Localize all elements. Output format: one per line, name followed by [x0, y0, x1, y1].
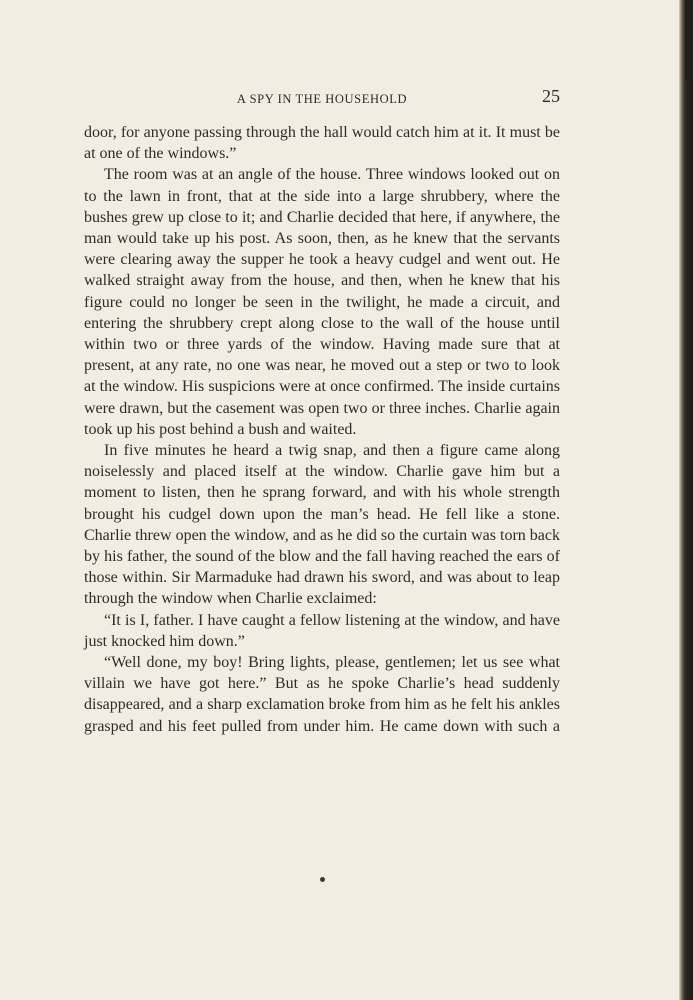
paragraph: “Well done, my boy! Bring lights, please, gentlemen; let us see what villain we have got here.” But as he spoke Charlie’s head suddenly disappeared, and a sharp exclamation broke from him as he felt his ankles grasped and his feet pulled from under him. He came down with such a [84, 654, 560, 735]
page-number: 25 [542, 86, 560, 106]
body-text [84, 122, 560, 737]
paragraph-continuation: door, for anyone passing through the hall would catch him at it. It must be at one of the windows.” [84, 124, 560, 163]
ink-speck [320, 877, 325, 882]
binding-corner-mark [685, 0, 693, 80]
running-head: A SPY IN THE HOUSEHOLD [236, 92, 408, 106]
page-binding-edge [679, 0, 693, 1000]
page-header [84, 86, 560, 110]
paragraph: “It is I, father. I have caught a fellow listening at the window, and have just knocked him down.” [84, 611, 560, 650]
paragraph: The room was at an angle of the house. Three windows looked out on to the lawn in front, that at the side into a large shrubbery, where the bushes grew up close to it; and Charlie decided that here, if anywhere, the man would take up his post. As soon, then, as he knew that the servants were clearing away the supper he took a heavy cudgel and went out. He walked straight away from the house, and then, when he knew that his figure could no longer be seen in the twilight, he made a circuit, and entering the shrubbery crept along close to the wall of the house until within two or three yards of the window. Having made sure that at present, at any rate, no one was near, he moved out a step or two to look at the window. His suspicions were at once confirmed. The inside curtains were drawn, but the casement was open two or three inches. Charlie again took up his post behind a bush and waited. [84, 166, 560, 438]
paragraph: In five minutes he heard a twig snap, and then a figure came along noiselessly and placed itself at the window. Charlie gave him but a moment to listen, then he sprang forward, and with his whole strength brought his cudgel down upon the man’s head. He fell like a stone. Charlie threw open the window, and as he did so the curtain was torn back by his father, the sound of the blow and the fall having reached the ears of those within. Sir Marmaduke had drawn his sword, and was about to leap through the window when Charlie exclaimed: [84, 442, 560, 608]
